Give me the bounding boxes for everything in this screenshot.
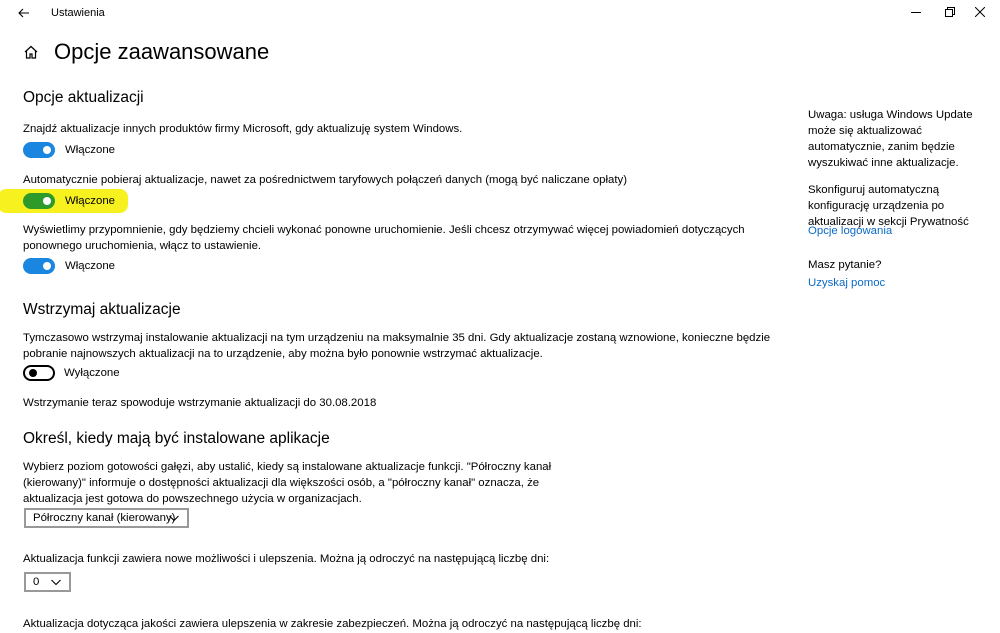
pause-updates-note: Wstrzymanie teraz spowoduje wstrzymanie aktualizacji do 30.08.2018 (23, 397, 377, 409)
toggle-knob (43, 146, 51, 154)
pause-updates-description: Tymczasowo wstrzymaj instalowanie aktualizacji na tym urządzeniu na maksymalnie 35 dni. Gdy aktualizacje zostaną wznowione, konieczne będzie pobranie najnowszych aktualizacji na to urządzenie, aby można było ponownie wstrzymać aktualizacje. (23, 332, 771, 360)
quality-update-defer-text: Aktualizacja dotycząca jakości zawiera ulepszenia w zakresie zabezpieczeń. Można ją odroczyć na następującą liczbę dni: (23, 618, 642, 630)
section-heading-pause-updates: Wstrzymaj aktualizacje (23, 301, 181, 318)
toggle-state-label: Wyłączone (64, 367, 120, 379)
sidebar-privacy-text: Skonfiguruj automatyczną konfigurację urządzenia po aktualizacji w sekcji Prywatność (808, 184, 969, 228)
get-help-link[interactable]: Uzyskaj pomoc (808, 277, 886, 289)
close-button[interactable] (957, 0, 1000, 24)
privacy-options-link[interactable]: Opcje logowania (808, 225, 893, 237)
setting-description-other-products: Znajdź aktualizacje innych produktów firmy Microsoft, gdy aktualizuję system Windows. (23, 123, 463, 135)
toggle-knob (43, 262, 51, 270)
chevron-down-icon (168, 512, 180, 524)
feature-update-defer-text: Aktualizacja funkcji zawiera nowe możliwości i ulepszenia. Można ją odroczyć na następującą liczbę dni: (23, 553, 550, 565)
toggle-pause-updates[interactable] (23, 365, 55, 381)
window-title: Ustawienia (51, 7, 105, 19)
toggle-knob (29, 369, 37, 377)
section-heading-install-when: Określ, kiedy mają być instalowane aplikacje (23, 430, 330, 447)
toggle-state-label: Włączone (65, 195, 116, 207)
toggle-other-products[interactable] (23, 142, 55, 158)
back-arrow-icon (18, 8, 30, 18)
home-icon[interactable] (23, 44, 39, 65)
feature-defer-days-dropdown[interactable] (24, 572, 71, 592)
toggle-restart-reminder[interactable] (23, 258, 55, 274)
toggle-metered-download[interactable] (23, 193, 55, 209)
back-button[interactable] (14, 4, 34, 22)
dropdown-selected-value: 0 (33, 576, 40, 588)
toggle-state-label: Włączone (65, 144, 116, 156)
toggle-state-label: Włączone (65, 260, 116, 272)
sidebar-question: Masz pytanie? (808, 259, 882, 271)
minimize-icon (911, 7, 921, 17)
page-title: Opcje zaawansowane (54, 39, 270, 64)
close-icon (975, 7, 985, 17)
branch-readiness-description: Wybierz poziom gotowości gałęzi, aby ustalić, kiedy są instalowane aktualizacje funkcji. "Półroczny kanał (kierowany)" informuje o dostępności aktualizacji dla większości osób, a "półroczny kanał" oznacza, że aktualizacja jest gotowa do powszechnego użycia w organizacjach. (23, 461, 552, 505)
sidebar-note: Uwaga: usługa Windows Update może się aktualizować automatycznie, zanim będzie wyszukiwać inne aktualizacje. (808, 109, 973, 169)
dropdown-selected-value: Półroczny kanał (kierowany) (33, 512, 176, 524)
restore-icon (945, 7, 955, 17)
chevron-down-icon (50, 576, 62, 588)
branch-readiness-dropdown[interactable] (24, 508, 189, 528)
setting-description-metered-download: Automatycznie pobieraj aktualizacje, nawet za pośrednictwem taryfowych połączeń danych (mogą być naliczane opłaty) (23, 174, 628, 186)
setting-description-restart-reminder: Wyświetlimy przypomnienie, gdy będziemy chcieli wykonać ponowne uruchomienie. Jeśli chcesz otrzymywać więcej powiadomień dotyczących ponownego uruchomienia, włącz to ustawienie. (23, 224, 745, 252)
section-heading-update-options: Opcje aktualizacji (23, 89, 144, 106)
toggle-knob (43, 197, 51, 205)
